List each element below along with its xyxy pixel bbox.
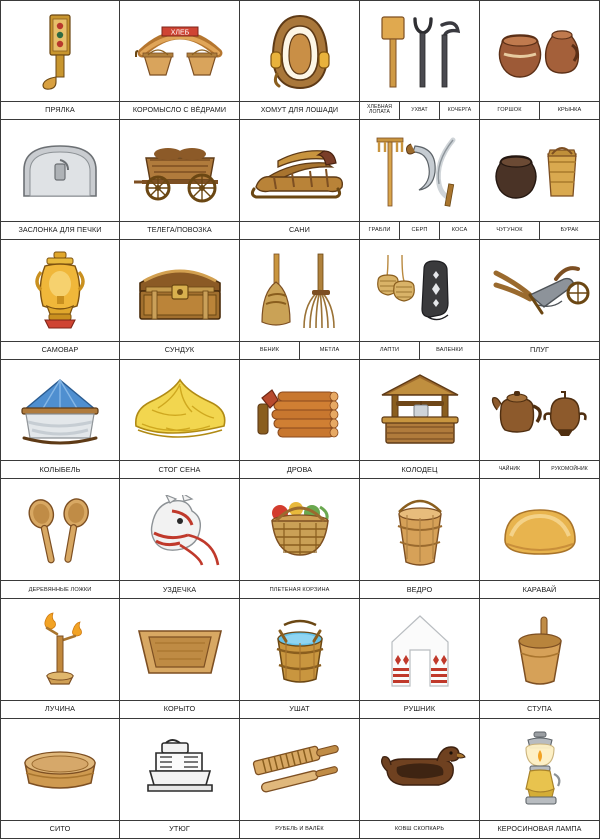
- card-samovar[interactable]: [0, 240, 120, 360]
- label-rukomoynik: РУКОМОЙНИК: [539, 461, 599, 478]
- label-metla: МЕТЛА: [299, 342, 359, 359]
- duck-shaped-ladle-icon: [360, 719, 479, 820]
- bridle-icon: [120, 479, 239, 580]
- mortar-and-pestle-icon: [480, 599, 599, 700]
- label-krynka: КРЫНКА: [539, 102, 599, 119]
- horse-collar-icon: [240, 1, 359, 101]
- card-labels: [360, 101, 479, 119]
- label-valenki: ВАЛЕНКИ: [419, 342, 479, 359]
- label-rushnik: РУШНИК: [403, 704, 436, 714]
- card-labels: [480, 580, 599, 598]
- card-pryalka[interactable]: [0, 0, 120, 120]
- label-grabli: ГРАБЛИ: [368, 227, 391, 234]
- label-ushat: УШАТ: [289, 704, 310, 714]
- card-labels: [480, 820, 599, 838]
- pot-and-jug-icon: [480, 1, 599, 101]
- haystack-icon: [120, 360, 239, 461]
- cart-icon: [120, 120, 239, 221]
- label-hlebnaya-lopata: ХЛЕБНАЯ ЛОПАТА: [367, 104, 392, 116]
- card-stupa[interactable]: [480, 599, 600, 719]
- card-labels: [480, 221, 599, 239]
- label-kosa: КОСА: [439, 222, 479, 239]
- label-sito: СИТО: [49, 824, 71, 834]
- label-utyug: УТЮГ: [169, 824, 190, 834]
- card-kovsh-skopkar[interactable]: [360, 719, 480, 839]
- spinning-wheel-icon: [1, 1, 119, 101]
- chest-icon: [120, 240, 239, 341]
- card-kolybel[interactable]: [0, 360, 120, 480]
- tub-icon: [240, 599, 359, 700]
- wicker-basket-icon: [240, 479, 359, 580]
- label-stog-sena: СТОГ СЕНА: [158, 464, 201, 474]
- bread-loaf-icon: [480, 479, 599, 580]
- card-grabli-serp-kosa[interactable]: [360, 120, 480, 240]
- card-telega[interactable]: [120, 120, 240, 240]
- card-labels: [1, 460, 119, 478]
- label-chugunok: ЧУГУНОК: [496, 227, 523, 234]
- svg-text:ХЛЕБ: ХЛЕБ: [170, 29, 189, 37]
- card-karavay[interactable]: [480, 479, 600, 599]
- card-koryto[interactable]: [120, 599, 240, 719]
- card-labels: [1, 101, 119, 119]
- wooden-spoons-icon: [1, 479, 119, 580]
- card-luchina[interactable]: [0, 599, 120, 719]
- label-kolybel: КОЛЫБЕЛЬ: [39, 464, 81, 474]
- card-labels: [360, 221, 479, 239]
- card-sito[interactable]: [0, 719, 120, 839]
- label-pletenaya-korzina: ПЛЕТЕНАЯ КОРЗИНА: [269, 586, 330, 593]
- card-labels: [120, 820, 239, 838]
- card-labels: [240, 700, 359, 718]
- label-telega: ТЕЛЕГА/ПОВОЗКА: [147, 225, 212, 235]
- bread-shovel-grip-poker-icon: [360, 1, 479, 101]
- card-labels: [480, 341, 599, 359]
- card-stog-sena[interactable]: [120, 360, 240, 480]
- card-labels: [240, 460, 359, 478]
- card-labels: [1, 221, 119, 239]
- sleigh-icon: [240, 120, 359, 221]
- card-labels: [120, 221, 239, 239]
- label-kerosinovaya-lampa: КЕРОСИНОВАЯ ЛАМПА: [497, 824, 582, 834]
- kerosene-lamp-icon: [480, 719, 599, 820]
- bucket-icon: [360, 479, 479, 580]
- label-zaslonka: ЗАСЛОНКА ДЛЯ ПЕЧКИ: [18, 225, 102, 235]
- card-labels: [480, 700, 599, 718]
- label-plug: ПЛУГ: [529, 344, 550, 354]
- label-koryto: КОРЫТО: [163, 704, 196, 714]
- label-kocherga: КОЧЕРГА: [439, 102, 479, 119]
- sieve-icon: [1, 719, 119, 820]
- card-derevyannye-lozhki[interactable]: [0, 479, 120, 599]
- label-karavay: КАРАВАЙ: [522, 584, 557, 594]
- card-kolodets[interactable]: [360, 360, 480, 480]
- splinter-light-icon: [1, 599, 119, 700]
- card-sani[interactable]: [240, 120, 360, 240]
- card-gorshok-krynka[interactable]: [480, 0, 600, 120]
- card-kerosinovaya-lampa[interactable]: [480, 719, 600, 839]
- samovar-icon: [1, 240, 119, 341]
- yoke-with-buckets-icon: [120, 1, 239, 101]
- card-labels: [240, 101, 359, 119]
- cast-iron-pot-and-birch-vessel-icon: [480, 120, 599, 221]
- card-labels: [360, 820, 479, 838]
- label-vedro: ВЕДРО: [406, 584, 433, 594]
- card-koromyslo[interactable]: [120, 0, 240, 120]
- card-labels: [1, 700, 119, 718]
- card-labels: [1, 820, 119, 838]
- card-chugunok-burak[interactable]: [480, 120, 600, 240]
- card-labels: [120, 700, 239, 718]
- card-labels: [120, 460, 239, 478]
- plough-icon: [480, 240, 599, 341]
- label-sunduk: СУНДУК: [164, 344, 195, 354]
- card-sunduk[interactable]: [120, 240, 240, 360]
- cradle-icon: [1, 360, 119, 461]
- label-koromyslo: КОРОМЫСЛО С ВЁДРАМИ: [132, 105, 227, 115]
- card-chaynik-rukomoynik[interactable]: [480, 360, 600, 480]
- card-uzdechka[interactable]: [120, 479, 240, 599]
- label-kolodets: КОЛОДЕЦ: [401, 464, 438, 474]
- label-venik: ВЕНИК: [259, 346, 280, 353]
- card-labels: [480, 101, 599, 119]
- card-utyug[interactable]: [120, 719, 240, 839]
- card-venik-metla[interactable]: [240, 240, 360, 360]
- trough-icon: [120, 599, 239, 700]
- label-derevyannye-lozhki: ДЕРЕВЯННЫЕ ЛОЖКИ: [28, 586, 92, 593]
- card-rubel-valek[interactable]: [240, 719, 360, 839]
- card-labels: [480, 460, 599, 478]
- coal-iron-icon: [120, 719, 239, 820]
- label-gorshok: ГОРШОК: [497, 107, 522, 114]
- label-sani: САНИ: [289, 225, 310, 235]
- embroidered-towel-icon: [360, 599, 479, 700]
- stove-damper-icon: [1, 120, 119, 221]
- card-labels: [240, 221, 359, 239]
- card-labels: [360, 700, 479, 718]
- label-uhvat: УХВАТ: [399, 102, 439, 119]
- rubel-and-beetle-icon: [240, 719, 359, 820]
- label-burak: БУРАК: [539, 222, 599, 239]
- card-lopata-uhvat-kocherga[interactable]: [360, 0, 480, 120]
- card-khomut[interactable]: [240, 0, 360, 120]
- card-ushat[interactable]: [240, 599, 360, 719]
- broom-and-besom-icon: [240, 240, 359, 341]
- card-labels: [360, 341, 479, 359]
- label-luchina: ЛУЧИНА: [44, 704, 76, 714]
- label-lapti: ЛАПТИ: [379, 346, 400, 353]
- card-labels: [1, 580, 119, 598]
- card-labels: [240, 820, 359, 838]
- firewood-icon: [240, 360, 359, 461]
- card-lapti-valenki[interactable]: [360, 240, 480, 360]
- label-stupa: СТУПА: [527, 704, 552, 714]
- label-samovar: САМОВАР: [41, 344, 79, 354]
- label-khomut: ХОМУТ ДЛЯ ЛОШАДИ: [260, 105, 339, 115]
- well-icon: [360, 360, 479, 461]
- card-labels: [120, 580, 239, 598]
- bast-shoes-and-felt-boots-icon: [360, 240, 479, 341]
- rake-sickle-scythe-icon: [360, 120, 479, 221]
- label-serp: СЕРП: [399, 222, 439, 239]
- card-rushnik[interactable]: [360, 599, 480, 719]
- card-labels: [120, 101, 239, 119]
- card-plug[interactable]: [480, 240, 600, 360]
- label-kovsh-skopkar: КОВШ СКОПКАРЬ: [394, 826, 445, 833]
- kettle-and-washstand-icon: [480, 360, 599, 461]
- card-labels: [1, 341, 119, 359]
- card-labels: [360, 580, 479, 598]
- label-chaynik: ЧАЙНИК: [498, 466, 521, 473]
- card-labels: [120, 341, 239, 359]
- label-rubel-valek: РУБЕЛЬ И ВАЛЁК: [275, 826, 324, 833]
- card-labels: [240, 580, 359, 598]
- label-pryalka: ПРЯЛКА: [45, 105, 75, 115]
- card-pletenaya-korzina[interactable]: [240, 479, 360, 599]
- card-labels: [360, 460, 479, 478]
- card-drova[interactable]: [240, 360, 360, 480]
- card-zaslonka[interactable]: [0, 120, 120, 240]
- card-labels: [240, 341, 359, 359]
- label-uzdechka: УЗДЕЧКА: [162, 584, 197, 594]
- card-vedro[interactable]: [360, 479, 480, 599]
- label-drova: ДРОВА: [286, 464, 313, 474]
